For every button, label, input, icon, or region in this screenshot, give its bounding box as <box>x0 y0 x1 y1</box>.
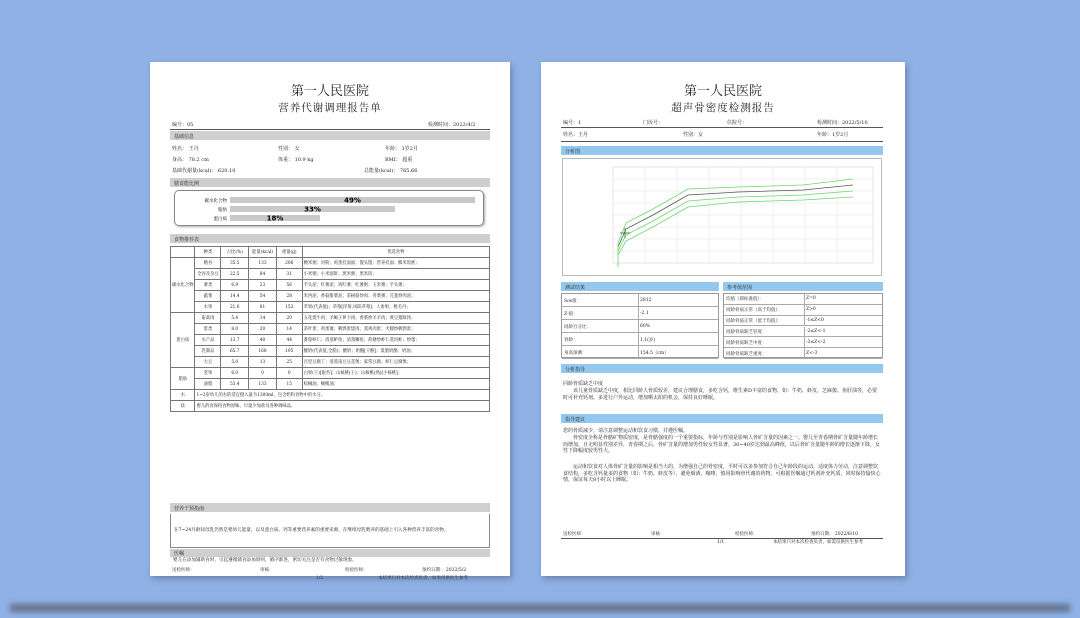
grid-label: 同龄骨质正常（低于均值）： <box>726 319 783 325</box>
grid-value: 2812 <box>640 297 652 303</box>
ratio-label: 蛋白质 <box>213 217 227 222</box>
guide-text: 在7~24月龄间母乳仍然是婴幼儿能量，以及蛋白质、钙等重要营养素的重要来源，在继续母乳喂养的基础上引入各种营养丰富的食物。 <box>174 528 449 533</box>
advice-text-2: 骨密度全称是骨骼矿物质密度，是骨骼强度的一个重要指标，年龄与性别是影响人骨矿含量的因素之一。婴儿至青春期骨矿含量随年龄增长而增加，且无明显性别差异，青春期之后，骨矿含量的增加男性较女性显著，30~40岁达到最高峰值，以后骨矿含量随年龄的增长逐渐下降，女性下降幅度较男性大。 <box>563 435 880 455</box>
tester-sign: 检验医师： <box>345 568 368 573</box>
grid-label: 同龄百分比： <box>564 324 591 330</box>
guide-box <box>170 514 490 548</box>
reference-table <box>723 293 883 358</box>
right-footer-note: 本结果只对本次检查负责，如需仅供医生参考 <box>773 540 863 545</box>
grid-row <box>724 305 882 316</box>
table-row: 薯类 6.9 23 56 芋头泥；红薯泥；鸡红薯；红薯粥；玉米粥；芋头粥； <box>171 280 490 291</box>
table-row: 碳水化合物 精谷 35.5 133 206 粳米粥；河粉；鸡蛋挂面面；馒头馒；营养挂面；糯米饭底； <box>171 258 490 269</box>
table-row: 全谷及杂豆 22.5 84 31 小米粥；小米面饼；黑米粥；黑米饭； <box>171 269 490 280</box>
analysis-text: 该儿童骨质缺乏中度，相比同龄人骨质较差，建议合理膳食，多吃含钙，维生素D丰富的食物，如：牛奶、虾皮、芝麻酱、鱼肝油等，必要时可补充钙剂。多进行户外运动，增加晒太阳的机会，保持良好睡眠。 <box>563 388 878 401</box>
grid-row <box>724 337 882 348</box>
grid-label: 同龄骨质缺乏中度： <box>726 340 767 346</box>
reviewer-sign: 审核： <box>651 532 665 537</box>
grid-label: 骨龄： <box>564 337 578 343</box>
result-table <box>561 293 719 358</box>
patient-height: 身高： 78.2 cm <box>172 157 209 163</box>
table-row: 乳制品 65.7 168 195 酸奶(代表值,全脂)；酸奶；奶酪[干酪]；低脂奶酪；奶油； <box>171 346 490 357</box>
section-chart: 分析图 <box>561 146 883 155</box>
doctor-sign: 送检医师： <box>563 532 586 537</box>
table-row: 水 1~2岁幼儿的水的适宜摄入量为1300ml，包含奶和食物中的水分。 <box>171 390 490 401</box>
left-page-number: 1/2 <box>316 576 324 581</box>
clinic-no: 门诊号： <box>643 120 664 126</box>
section-guide: 营养干预指南 <box>170 503 490 512</box>
print-date: 预约日期： 2022/6/10 <box>811 532 859 537</box>
section-energy-ratio: 膳食能比例 <box>170 178 490 187</box>
grid-value: 154.5（cm） <box>640 350 669 356</box>
print-date: 预约日期： 2022/5/2 <box>422 568 467 573</box>
grid-label: 同龄骨质正常（高于均值）： <box>726 308 783 314</box>
left-footer-note: 本结果只对本次检查负责，如果仅供医生参考 <box>378 576 468 581</box>
report-title: 营养代谢调理报告单 <box>278 102 382 114</box>
patient-bmi: BMI： 超重 <box>385 157 413 163</box>
divider <box>561 538 883 539</box>
grid-row <box>724 348 882 359</box>
test-time: 检测时间：2022/4/2 <box>428 122 476 128</box>
report-title: 超声骨密度检测报告 <box>671 102 775 114</box>
basal-metabolism: 基础代谢量(kcal)： 620.10 <box>172 168 236 174</box>
table-row: 蛋类 8.0 20 14 茶叶蛋；鸡蛋羹；鹌鹑蛋烧肉；蒸鸡肉蛋；火腿炒鹌鹑蛋； <box>171 324 490 335</box>
patient-age: 年龄： 1岁2月 <box>385 146 418 152</box>
bone-density-curve-chart <box>563 159 883 277</box>
advice-text-1: 您的骨质减少，请注意调整运动和饮食习惯，并遵医嘱。 <box>563 428 689 434</box>
grid-value: Z<-3 <box>806 350 818 356</box>
advice-text-3: 运动和饮食对人体骨矿含量的影响是相当大的，为增强自己的骨密度，平时可以多参加符合自己年龄段的运动，适度体力劳动，注意调整饮食结构，多吃含钙量多的食物（如：牛奶、虾皮等），避免烟酒、咖啡、慎用影响骨代谢的药物。可根据医嘱通过钙剂补充钙质，同时保持愉快心情，保证每天8小时以上睡眠。 <box>563 464 881 484</box>
grid-value: 60% <box>640 323 651 329</box>
energy-ratio-panel <box>174 190 484 226</box>
table-row: 水果 21.6 81 153 苹果(代表值)；草莓[洋莓,风阳草莓]；人参果；枇毛丹； <box>171 302 490 313</box>
grid-label: Sos值： <box>564 298 582 304</box>
grid-row <box>562 346 718 359</box>
grid-label: 身高预测： <box>564 350 587 356</box>
table-row: 蛋白质 畜禽肉 5.4 14 20 五花烧牛肉；羊蝎子萝卜汤；香菜炒羊羊肉；黄豆猪蹄汤； <box>171 313 490 324</box>
ratio-value: 33% <box>304 205 321 214</box>
ratio-label: 碳水化合物 <box>204 199 227 204</box>
patient-name: 姓名：王丹 <box>563 132 589 138</box>
grid-label: 均值（即标准值）： <box>726 297 765 303</box>
grid-value: Z>0 <box>806 307 816 313</box>
divider <box>561 127 883 128</box>
table-row: 蔬菜 14.4 54 28 米西泥；香菇甜菜泥；茶树菇炒肉；青菜粥；芫荽炒肉泥； <box>171 291 490 302</box>
analysis-title: 同龄骨质缺乏中度 <box>563 381 604 387</box>
advice-text: 婴儿在添加辅助食时，引起遵循辅食添加原则，循序渐进，密切关注是否有食物过敏现象。 <box>173 558 357 563</box>
energy-ratio-chart <box>175 191 485 227</box>
report-id: 编号：1 <box>563 120 582 126</box>
section-food-table: 食物推荐表 <box>170 234 490 243</box>
table-row: 脂肪 坚果 6.0 0 0 白果(干)[银杏]；山核桃(干)；山核桃(熟)[小核桃]； <box>171 368 490 379</box>
grid-row <box>724 294 882 305</box>
food-recommend-table <box>170 246 490 412</box>
ratio-value: 49% <box>344 196 361 205</box>
grid-value: -1≤Z<0 <box>806 318 824 324</box>
grid-value: 1.1(岁) <box>640 337 656 343</box>
section-result: 测试结果 <box>561 282 719 291</box>
section-advice: 医嘱 <box>170 549 490 557</box>
divider <box>170 129 490 130</box>
section-analysis: 分析指导 <box>561 364 883 373</box>
tester-sign: 检验医师： <box>735 532 758 537</box>
grid-row <box>562 307 718 320</box>
ratio-label: 脂肪 <box>218 208 227 213</box>
grid-label: 同龄骨质缺乏重度： <box>726 351 767 357</box>
frame-shadow <box>10 604 1070 612</box>
grid-row <box>562 320 718 333</box>
table-row: 大豆 5.0 13 25 百里豆腐丁；清蒸南豆豆花煲；家常豆腐；虾仁豆腐煲； <box>171 357 490 368</box>
grid-row <box>724 327 882 338</box>
ratio-value: 18% <box>266 214 284 223</box>
grid-row <box>562 333 718 346</box>
report-id: 编号：05 <box>172 122 194 128</box>
table-row: 盐 婴儿的食保持食物原味，尽量少加盐及各种调味品。 <box>171 401 490 412</box>
grid-label: Z-值： <box>564 311 578 317</box>
patient-age: 年龄：1岁2月 <box>817 132 849 138</box>
table-header: 种类 占比(%) 能量(kcal) 重量(g) 优选食物 <box>171 247 490 258</box>
patient-gender: 性别：女 <box>683 132 704 138</box>
bone-density-chart-panel <box>562 158 882 276</box>
grid-value: Z=0 <box>806 296 816 302</box>
test-time: 检测时间：2022/5/10 <box>817 120 868 126</box>
section-reference: 参考值范围 <box>723 282 883 291</box>
table-row: 油脂 53.4 133 15 棕榈油；橄榄油； <box>171 379 490 390</box>
reviewer-sign: 审核： <box>260 568 274 573</box>
total-energy: 总能量(kcal)： 765.66 <box>364 168 418 174</box>
right-page-number: 1/1 <box>717 540 725 545</box>
doctor-sign: 送检医师： <box>172 568 195 573</box>
section-basic-info: 基础信息 <box>170 131 490 140</box>
grid-value: -3≤Z<-2 <box>806 339 826 345</box>
table-row: 水产品 13.7 40 44 番茄虾仁；清蒸鲈鱼；清蒸鲫鱼；荷塘炒虾仁蒸河虾；炒墨； <box>171 335 490 346</box>
grid-label: 同龄骨质缺乏轻度： <box>726 329 767 335</box>
hospital-name: 第一人民医院 <box>290 84 369 99</box>
patient-weight: 体重： 10.9 kg <box>278 157 314 163</box>
nutrition-report-page <box>150 62 510 576</box>
grid-value: -2≤Z<-1 <box>806 328 826 334</box>
grid-value: -2.1 <box>640 310 649 316</box>
section-advice: 指导建议 <box>561 414 883 423</box>
divider <box>561 141 883 142</box>
grid-row <box>562 294 718 307</box>
hospital-name: 第一人民医院 <box>683 84 762 99</box>
patient-gender: 性别： 女 <box>278 146 300 152</box>
grid-row <box>724 316 882 327</box>
patient-name: 姓名： 王丹 <box>172 146 199 152</box>
bed-no: 住院号： <box>727 120 748 126</box>
bone-density-report-page <box>541 62 905 576</box>
